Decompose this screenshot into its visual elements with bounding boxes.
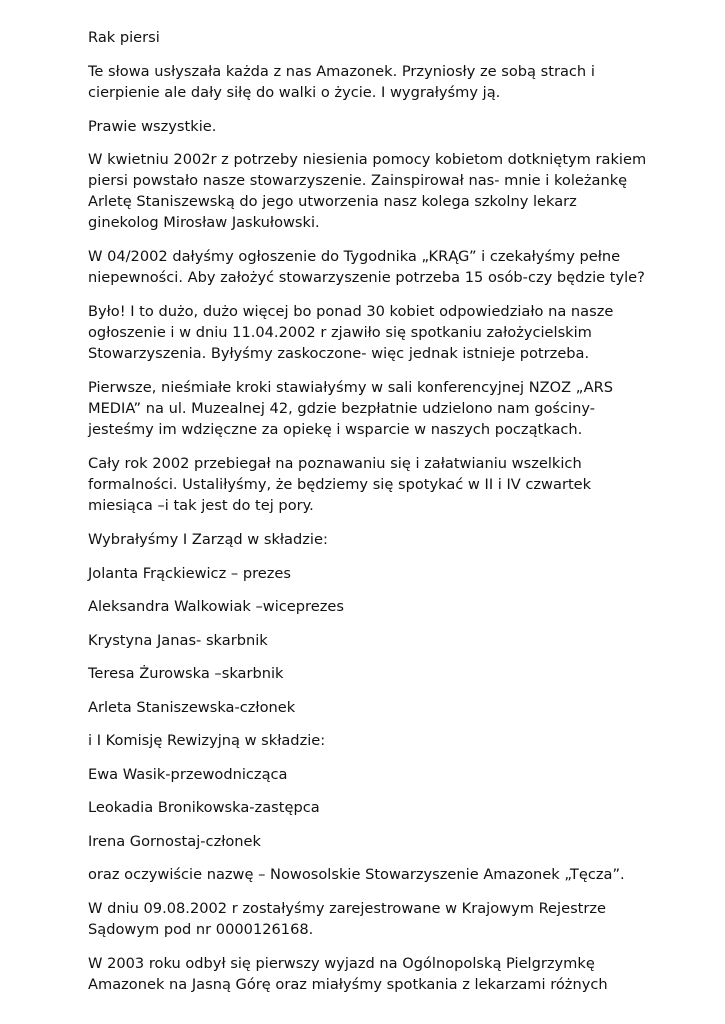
list-item: Jolanta Frąckiewicz – prezes	[88, 564, 291, 582]
paragraph: Te słowa usłyszała każda z nas Amazonek. Przyniosły ze sobą strach i cierpienie ale dały siłę do walki o życie. I wygrałyśmy ją.	[88, 62, 595, 101]
list-item: Irena Gornostaj-członek	[88, 832, 261, 850]
list-item: Teresa Żurowska –skarbnik	[88, 665, 284, 682]
list-item: Ewa Wasik-przewodnicząca	[88, 765, 288, 783]
paragraph: Wybrałyśmy I Zarząd w składzie:	[88, 531, 328, 548]
paragraph: Pierwsze, nieśmiałe kroki stawiałyśmy w sali konferencyjnej NZOZ „ARS MEDIA” na ul. Muzealnej 42, gdzie bezpłatnie udzielono nam gościny- jesteśmy im wdzięczne za opiekę i wsparcie w naszych początkach.	[88, 379, 614, 438]
document-body	[88, 27, 648, 1008]
list-item: Arleta Staniszewska-członek	[88, 698, 296, 716]
paragraph: W 04/2002 dałyśmy ogłoszenie do Tygodnika „KRĄG” i czekałyśmy pełne niepewności. Aby założyć stowarzyszenie potrzeba 15 osób-czy będzie tyle?	[88, 248, 645, 286]
paragraph: Cały rok 2002 przebiegał na poznawaniu się i załatwianiu wszelkich formalności. Ustaliłyśmy, że będziemy się spotykać w II i IV czwartek miesiąca –i tak jest do tej pory.	[88, 455, 592, 514]
paragraph: oraz oczywiście nazwę – Nowosolskie Stowarzyszenie Amazonek „Tęcza”.	[88, 866, 625, 883]
paragraph: i I Komisję Rewizyjną w składzie:	[88, 732, 326, 749]
paragraph: W dniu 09.08.2002 r zostałyśmy zarejestrowane w Krajowym Rejestrze Sądowym pod nr 0000126168.	[88, 899, 607, 938]
list-item: Aleksandra Walkowiak –wiceprezes	[88, 598, 344, 615]
paragraph-heading: Rak piersi	[88, 29, 160, 46]
list-item: Leokadia Bronikowska-zastępca	[88, 799, 320, 816]
paragraph: W kwietniu 2002r z potrzeby niesienia pomocy kobietom dotkniętym rakiem piersi powstało nasze stowarzyszenie. Zainspirował nas- mnie i koleżankę Arletę Staniszewską do jego utworzenia nasz kolega szkolny lekarz ginekolog Mirosław Jaskułowski.	[88, 151, 647, 231]
paragraph: Było! I to dużo, dużo więcej bo ponad 30 kobiet odpowiedziało na nasze ogłoszenie i w dniu 11.04.2002 r zjawiło się spotkaniu założycielskim Stowarzyszenia. Byłyśmy zaskoczone- więc jednak istnieje potrzeba.	[88, 303, 614, 362]
paragraph: Prawie wszystkie.	[88, 117, 217, 135]
list-item: Krystyna Janas- skarbnik	[88, 631, 268, 649]
paragraph: W 2003 roku odbył się pierwszy wyjazd na Ogólnopolską Pielgrzymkę Amazonek na Jasną Górę oraz miałyśmy spotkania z lekarzami różnych	[88, 954, 608, 993]
